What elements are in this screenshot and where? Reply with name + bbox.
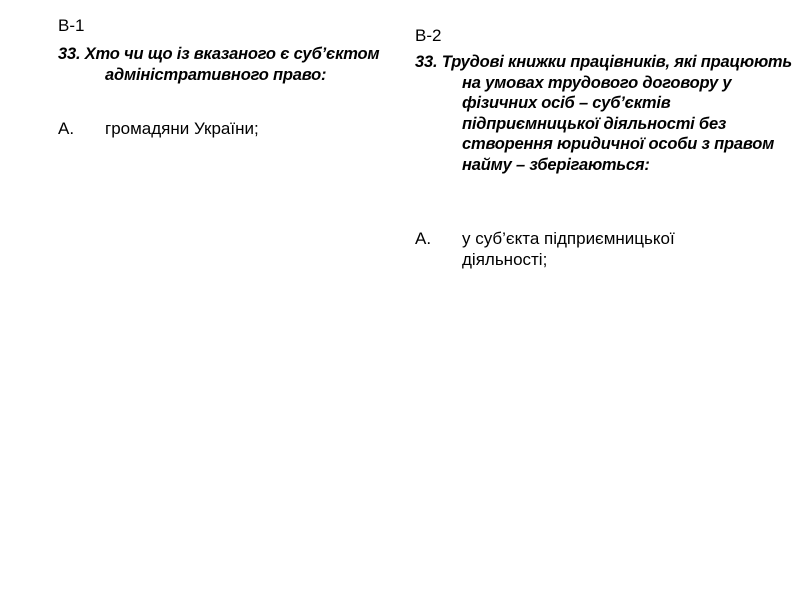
variant-2-heading: В-2 — [415, 26, 442, 45]
variant-2-answer-text: у суб’єкта підприємницької діяльності; — [462, 229, 675, 269]
variant-1-answer-letter: А. — [58, 119, 75, 138]
variant-1-heading: В-1 — [58, 16, 85, 35]
variant-1-answer — [58, 118, 378, 139]
variant-1-question: 33. Хто чи що із вказаного є суб’єктом адміністративного право: — [58, 45, 380, 84]
variant-2-answer-letter: А. — [415, 229, 432, 248]
variant-1-answer-text: громадяни України; — [105, 119, 259, 138]
variant-2-question: 33. Трудові книжки працівників, які працюють на умовах трудового договору у фізичних осіб – суб’єктів підприємницької діяльності без створення юридичної особи з правом найму – зберігаються: — [415, 53, 792, 174]
variant-2-answer — [415, 228, 745, 270]
